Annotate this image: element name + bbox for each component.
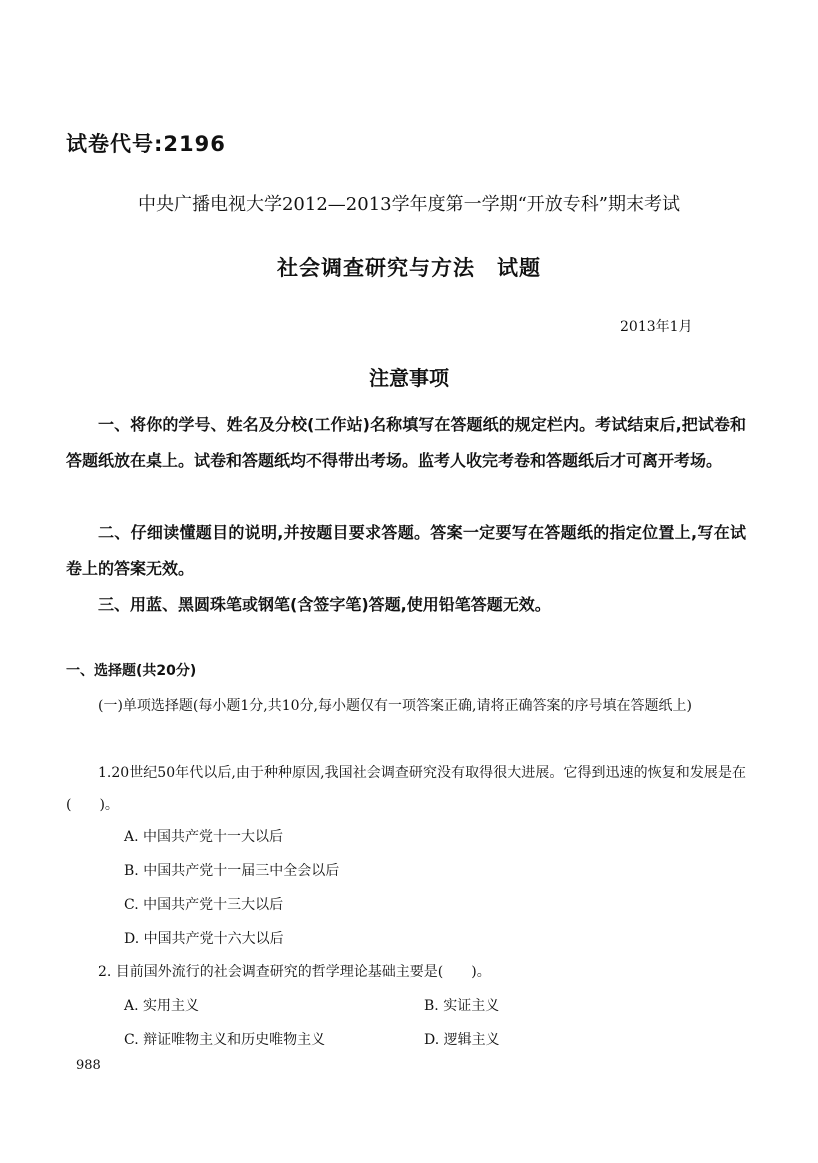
section-title: 一、选择题(共20分) [66,663,197,679]
notice-item: 一、将你的学号、姓名及分校(工作站)名称填写在答题纸的规定栏内。考试结束后,把试卷和答题纸放在桌上。试卷和答题纸均不得带出考场。监考人收完考卷和答题纸后才可离开考场。 [66,415,746,470]
question-option: D. 中国共产党十六大以后 [124,931,284,947]
question-stem: 1.20世纪50年代以后,由于种种原因,我国社会调查研究没有取得很大进展。它得到迅速的恢复和发展是在( )。 [66,765,746,813]
question-option: B. 中国共产党十一届三中全会以后 [124,863,340,879]
page-number: 988 [76,1058,101,1073]
notice-item: 三、用蓝、黑圆珠笔或钢笔(含签字笔)答题,使用铅笔答题无效。 [98,595,551,614]
exam-title: 社会调查研究与方法 试题 [277,256,541,280]
question-option: A. 实用主义 [124,998,200,1014]
question-option: D. 逻辑主义 [424,1032,500,1048]
question-option: C. 辩证唯物主义和历史唯物主义 [124,1032,326,1048]
exam-date: 2013年1月 [620,319,693,335]
notice-heading: 注意事项 [369,366,449,390]
question-stem: 2. 目前国外流行的社会调查研究的哲学理论基础主要是( )。 [98,964,491,980]
exam-header: 中央广播电视大学2012—2013学年度第一学期“开放专科”期末考试 [137,194,681,215]
notice-item: 二、仔细读懂题目的说明,并按题目要求答题。答案一定要写在答题纸的指定位置上,写在试卷上的答案无效。 [66,523,746,578]
paper-code: 试卷代号:2196 [66,132,226,156]
sub-instruction: (一)单项选择题(每小题1分,共10分,每小题仅有一项答案正确,请将正确答案的序号填在答题纸上) [98,698,692,714]
question-option: A. 中国共产党十一大以后 [124,829,284,845]
question-option: B. 实证主义 [424,998,500,1014]
question-option: C. 中国共产党十三大以后 [124,897,284,913]
